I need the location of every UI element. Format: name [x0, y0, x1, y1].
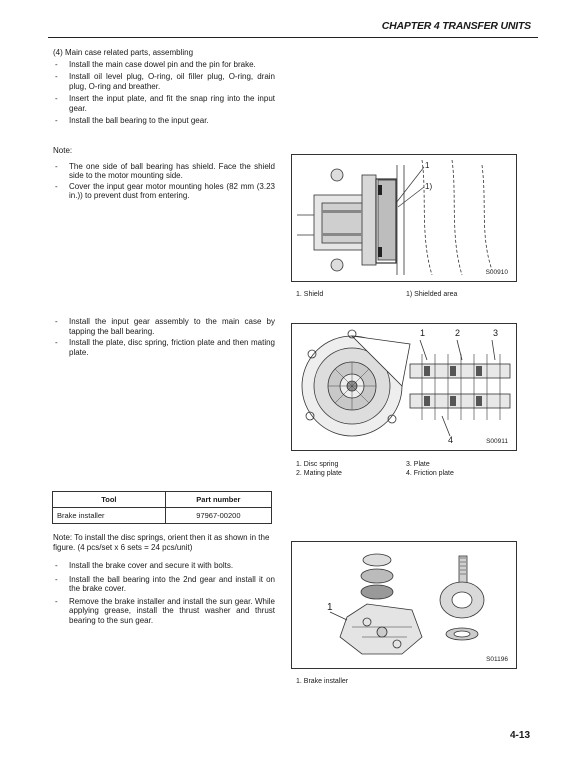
- header-rule: [48, 37, 538, 38]
- list-item-text: Remove the brake installer and install the sun gear. While applying grease, install the thrust washer and thrust bearing to the sun gear.: [69, 596, 275, 625]
- shield-drawing: [292, 155, 516, 281]
- caption: 2. Mating plate: [296, 470, 342, 477]
- caption: 4. Friction plate: [406, 470, 454, 477]
- callout-3: 3: [493, 328, 499, 338]
- figure-id: S00910: [485, 268, 508, 276]
- list-item-text: Install oil level plug, O-ring, oil filler plug, O-ring, drain plug, O-ring and breather.: [69, 72, 275, 91]
- caption: 1. Disc spring: [296, 461, 339, 468]
- assembly-section: [53, 48, 275, 129]
- caption: 1. Brake installer: [296, 678, 349, 685]
- list-item-text: Install the ball bearing to the input gear.: [69, 116, 209, 125]
- table-cell-tool: Brake installer: [53, 508, 166, 524]
- section-heading: (4) Main case related parts, assembling: [53, 48, 194, 57]
- list-item: - Install the input gear assembly to the main case by tapping the ball bearing.: [55, 317, 275, 336]
- list-item: - The one side of ball bearing has shield. Face the shield side to the motor mounting side.: [55, 161, 275, 180]
- figure-shield: [291, 154, 517, 282]
- figure-id: S00911: [486, 437, 508, 445]
- caption: 1. Shield: [296, 291, 324, 298]
- brake-section: [53, 561, 275, 628]
- caption: 1) Shielded area: [406, 291, 458, 298]
- table-header-part-number: Part number: [165, 492, 271, 508]
- list-item-text: Install the brake cover and secure it with bolts.: [69, 561, 234, 570]
- list-item: - Install the brake cover and secure it with bolts.: [53, 561, 275, 571]
- list-item-text: Cover the input gear motor mounting holes (82 mm (3.23 in.)) to prevent dust from entering.: [69, 181, 275, 200]
- chapter-title: CHAPTER 4 TRANSFER UNITS: [381, 20, 531, 32]
- disc-spring-drawing: [292, 324, 516, 450]
- figure-disc-springs: [291, 323, 517, 451]
- note-label: Note:: [53, 146, 73, 155]
- callout-4: 4: [448, 435, 454, 445]
- caption-column-left: [296, 460, 342, 478]
- list-item-text: Install the input gear assembly to the main case by tapping the ball bearing.: [69, 317, 275, 336]
- list-item: - Install the plate, disc spring, friction plate and then mating plate.: [55, 338, 275, 357]
- list-item-text: The one side of ball bearing has shield. Face the shield side to the motor mounting side.: [69, 161, 275, 180]
- table-header-tool: Tool: [53, 492, 166, 508]
- callout-1: 1: [327, 602, 333, 613]
- callout-1: 1: [420, 328, 426, 338]
- callout-1-paren: 1): [425, 182, 433, 191]
- figure-brake-installer: [291, 541, 517, 669]
- list-item: - Install the main case dowel pin and the pin for brake.: [53, 60, 275, 70]
- list-item: - Install the ball bearing to the input gear.: [53, 116, 275, 126]
- disc-spring-note: Note: To install the disc springs, orient then it as shown in the figure. (4 pcs/set x 6 sets = 24 pcs/unit): [53, 533, 270, 552]
- list-item: - Remove the brake installer and install the sun gear. While applying grease, install the thrust washer and thrust bearing to the sun gear.: [55, 596, 275, 625]
- list-item-text: Install the plate, disc spring, friction plate and then mating plate.: [69, 338, 275, 357]
- page-number: 4-13: [509, 730, 530, 741]
- table-header-row: [53, 492, 272, 508]
- brake-installer-drawing: [292, 542, 516, 668]
- table-row: [53, 508, 272, 524]
- caption: 3. Plate: [406, 461, 430, 468]
- list-item-text: Insert the input plate, and fit the snap ring into the input gear.: [69, 94, 275, 113]
- install-section: [53, 317, 275, 360]
- list-item: - Install oil level plug, O-ring, oil filler plug, O-ring, drain plug, O-ring and breather.: [55, 72, 275, 91]
- callout-1: 1: [425, 161, 430, 170]
- tool-table: [52, 491, 272, 524]
- figure-id: S01196: [486, 655, 508, 663]
- callout-2: 2: [455, 328, 461, 338]
- list-item: - Insert the input plate, and fit the snap ring into the input gear.: [55, 94, 275, 113]
- note-block: [53, 146, 275, 204]
- list-item: - Cover the input gear motor mounting holes (82 mm (3.23 in.)) to prevent dust from entering.: [55, 181, 275, 200]
- list-item-text: Install the main case dowel pin and the pin for brake.: [69, 59, 256, 69]
- caption-column-right: [406, 460, 454, 478]
- list-item: - Install the ball bearing into the 2nd gear and install it on the brake cover.: [55, 574, 275, 593]
- list-item-text: Install the ball bearing into the 2nd gear and install it on the brake cover.: [69, 574, 275, 593]
- table-cell-part-number: 97967-00200: [165, 508, 271, 524]
